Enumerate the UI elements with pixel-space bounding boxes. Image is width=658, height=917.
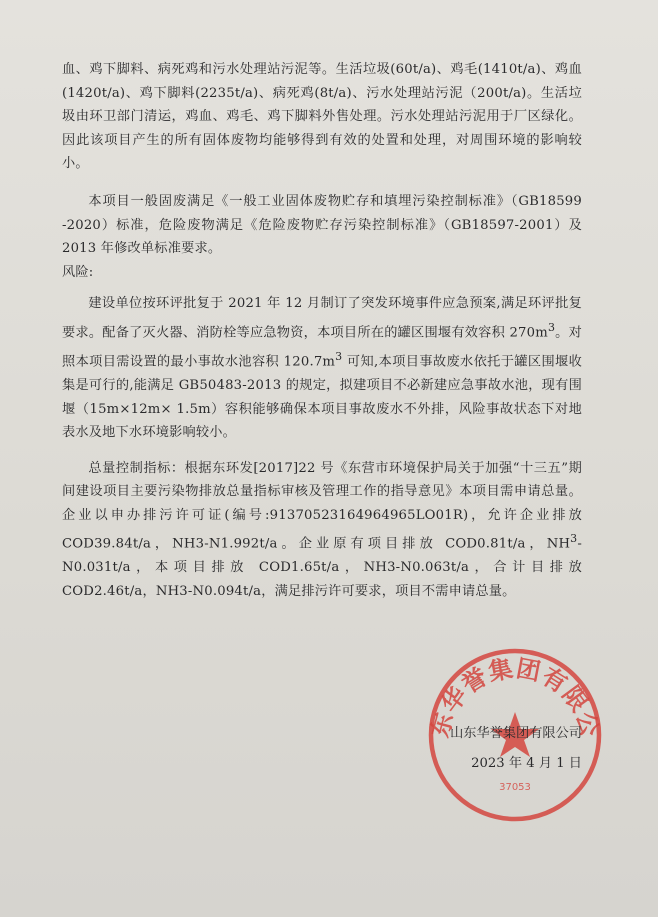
paragraph-standards: 本项目一般固废满足《一般工业固体废物贮存和填埋污染控制标准》（GB18599 -2020）标准，危险废物满足《危险废物贮存污染控制标准》（GB18597-2001）及 2013 年修改单标准要求。 [62,193,582,257]
risk-heading: 风险: [62,264,94,280]
document-body [62,58,582,604]
signature-company: 山东华誉集团有限公司 [450,726,582,741]
paragraph-solid-waste: 血、鸡下脚料、病死鸡和污水处理站污泥等。生活垃圾(60t/a)、鸡毛(1410t/a)、鸡血(1420t/a)、鸡下脚料(2235t/a)、病死鸡(8t/a)、污水处理站污泥（200t/a)。生活垃圾由环卫部门清运，鸡血、鸡毛、鸡下脚料外售处理。污水处理站污泥用于厂区绿化。因此该项目产生的所有固体废物均能够得到有效的处置和处理，对周围环境的影响较小。 [62,62,582,172]
paragraph-total-control: 总量控制指标：根据东环发[2017]22 号《东营市环境保护局关于加强“十三五”期间建设项目主要污染物排放总量指标审核及管理工作的指导意见》本项目需申请总量。企业以申办排污许可证(编号:91370523164964965LO01R)，允许企业排放 COD39.84t/a，NH3-N1.992t/a。企业原有项目排放 COD0.81t/a，$NH^3-N0.031t/a$，本项目排放 COD1.65t/a，NH3-N0.063t/a，合计目排放 COD2.46t/a，NH3-N0.094t/a，满足排污许可要求，项目不需申请总量。 [62,460,582,600]
seal-text: 东华誉集团有限公 [425,654,605,741]
paragraph-risk: 建设单位按环评批复于 2021 年 12 月制订了突发环境事件应急预案,满足环评批复要求。配备了灭火器、消防栓等应急物资，本项目所在的罐区围堰有效容积 $270m^3$。对照本项目需设置的最小事故水池容积 $120.7m^3$ 可知,本项目事故废水依托于罐区围堰收集是可行的,能满足 GB50483-2013 的规定，拟建项目不必新建应急事故水池，现有围堰（15m×12m× 1.5m）容积能够确保本项目事故废水不外排，风险事故状态下对地表水及地下水环境影响较小。 [62,296,582,441]
signature-date: 2023 年 4 月 1 日 [471,756,582,771]
seal-code: 37053 [499,782,531,793]
